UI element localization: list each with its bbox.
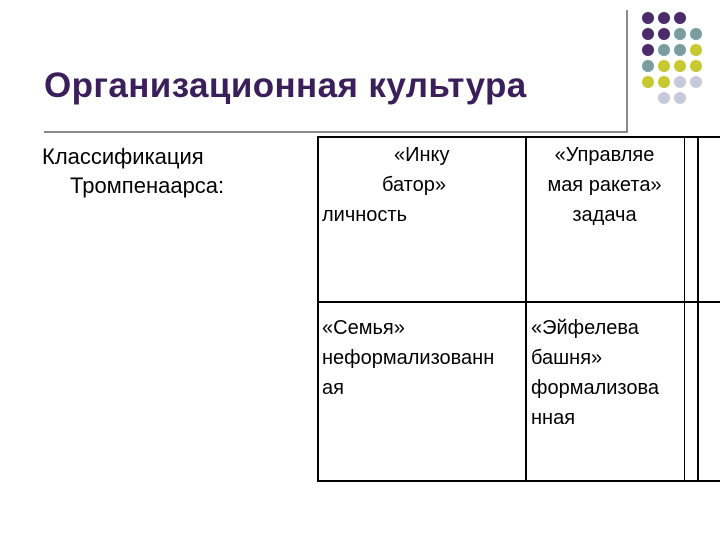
cell-family-line-1: «Семья» — [322, 317, 405, 339]
dot — [674, 60, 686, 72]
classification-label — [42, 142, 224, 200]
cell-eiffel-tower — [531, 313, 683, 433]
dot — [658, 92, 670, 104]
cell-guided-missile — [527, 140, 682, 230]
dot — [674, 28, 686, 40]
classification-line-2: Тромпенаарса: — [70, 173, 225, 198]
cell-guided-missile-line-2: мая ракета» — [547, 174, 662, 196]
dot — [642, 60, 654, 72]
cell-incubator-line-3: личность — [322, 204, 408, 226]
cell-incubator — [322, 140, 522, 230]
vertical-divider — [626, 10, 628, 132]
dot — [658, 44, 670, 56]
dot — [690, 76, 702, 88]
cell-incubator-line-2: батор» — [382, 174, 446, 196]
table-border-right-2 — [697, 136, 699, 482]
title-underline — [44, 131, 628, 133]
table-border-top — [317, 136, 720, 138]
cell-family — [322, 313, 522, 403]
table-border-right-1 — [684, 136, 685, 482]
dot — [674, 76, 686, 88]
dot — [690, 60, 702, 72]
cell-family-line-3: ая — [322, 377, 344, 399]
dot — [674, 44, 686, 56]
dot — [658, 60, 670, 72]
cell-guided-missile-line-3: задача — [572, 204, 637, 226]
cell-eiffel-tower-line-4: нная — [531, 407, 576, 429]
cell-guided-missile-line-1: «Управляе — [554, 144, 655, 166]
table-border-left — [317, 136, 319, 482]
dot — [658, 28, 670, 40]
dot — [674, 12, 686, 24]
cell-eiffel-tower-line-2: башня» — [531, 347, 603, 369]
dot — [658, 12, 670, 24]
classification-line-1: Классификация — [42, 144, 204, 169]
cell-eiffel-tower-line-3: формализова — [531, 377, 660, 399]
decorative-dot-grid — [640, 10, 700, 106]
dot — [674, 92, 686, 104]
dot — [642, 28, 654, 40]
dot — [642, 44, 654, 56]
cell-family-line-2: неформализованн — [322, 347, 495, 369]
slide-title: Организационная культура — [44, 66, 527, 105]
dot — [690, 28, 702, 40]
dot — [642, 76, 654, 88]
table-border-middle — [317, 301, 720, 303]
cell-incubator-line-1: «Инку — [394, 144, 450, 166]
dot — [690, 44, 702, 56]
dot — [642, 12, 654, 24]
table-border-bottom — [317, 480, 720, 482]
cell-eiffel-tower-line-1: «Эйфелева — [531, 317, 639, 339]
dot — [658, 76, 670, 88]
